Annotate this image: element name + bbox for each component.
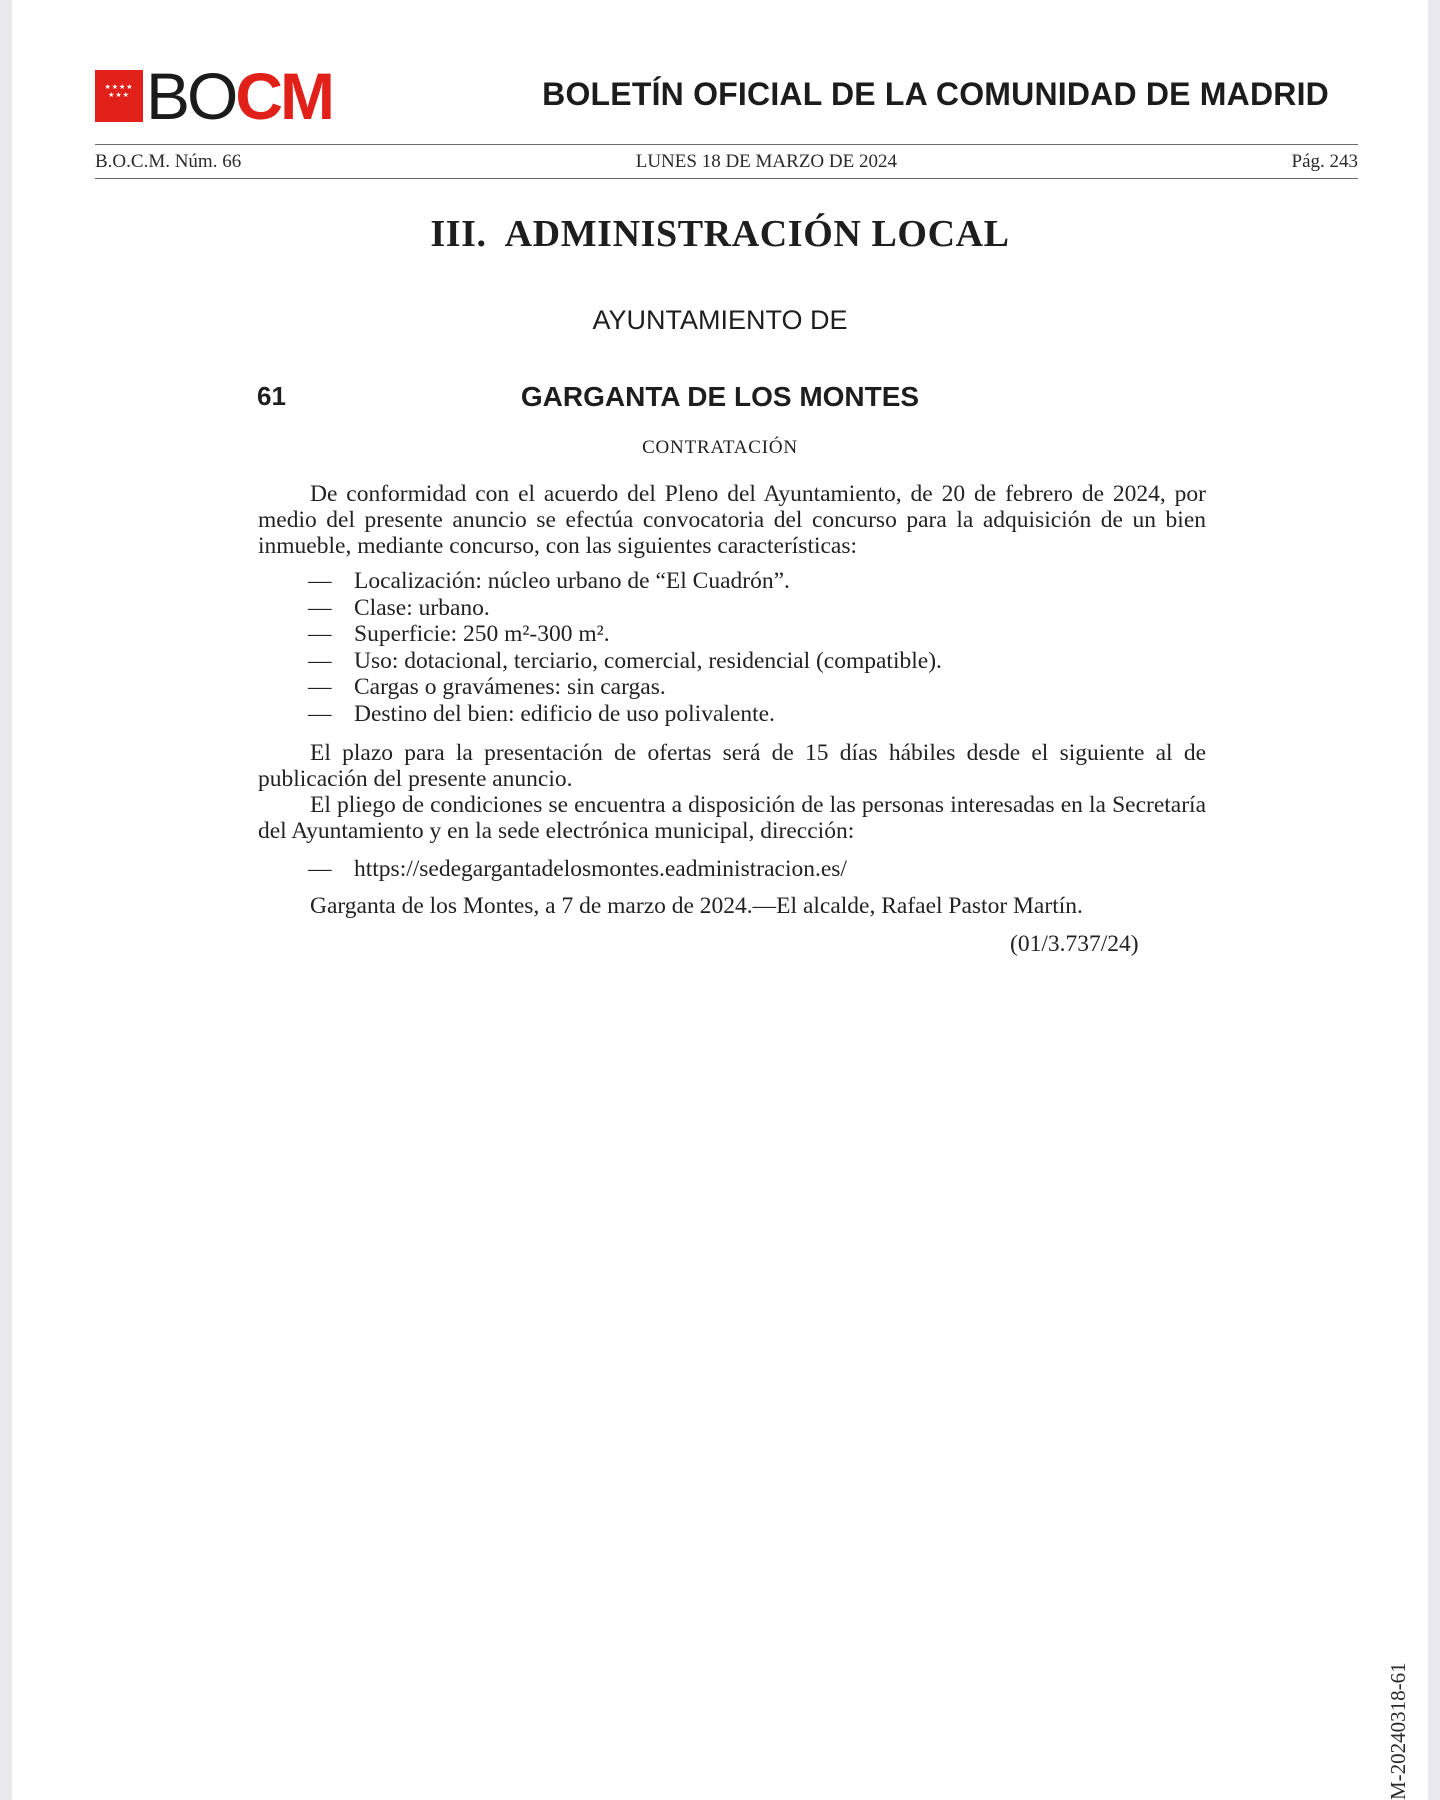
logo-text-cm: CM	[235, 59, 333, 133]
logo-text-bo: BO	[146, 59, 236, 133]
features-list	[258, 568, 1206, 727]
list-item: — Localización: núcleo urbano de “El Cuadrón”.	[308, 568, 790, 594]
bocm-logo	[95, 59, 333, 133]
signature-line: Garganta de los Montes, a 7 de marzo de 2024.—El alcalde, Rafael Pastor Martín.	[310, 893, 1083, 919]
entry-number: 61	[257, 381, 286, 411]
header-rule-top	[95, 144, 1358, 145]
intro-paragraph: De conformidad con el acuerdo del Pleno del Ayuntamiento, de 20 de febrero de 2024, por medio del presente anuncio se efectúa convocatoria del concurso para la adquisición de un bien inmueble, mediante concurso, con las siguientes características:	[258, 481, 1206, 559]
list-item: — Cargas o gravámenes: sin cargas.	[308, 674, 666, 700]
document-page	[12, 0, 1428, 1800]
announcement-subject: CONTRATACIÓN	[642, 437, 798, 458]
list-item: — https://sedegargantadelosmontes.eadministracion.es/	[308, 856, 847, 882]
conditions-paragraph: El pliego de condiciones se encuentra a disposición de las personas interesadas en la Secretaría del Ayuntamiento y en la sede electrónica municipal, dirección:	[258, 792, 1206, 844]
deadline-paragraph: El plazo para la presentación de ofertas será de 15 días hábiles desde el siguiente al de publicación del presente anuncio.	[258, 740, 1206, 792]
side-document-code: M-20240318-61	[1386, 1662, 1410, 1800]
deadline-and-conditions	[258, 740, 1206, 844]
municipality-name: GARGANTA DE LOS MONTES	[520, 381, 920, 412]
ayuntamiento-label: AYUNTAMIENTO DE	[592, 305, 848, 335]
gazette-title: BOLETÍN OFICIAL DE LA COMUNIDAD DE MADRID	[542, 76, 1329, 112]
reference-code: (01/3.737/24)	[1010, 931, 1139, 957]
header-rule-bottom	[95, 178, 1358, 179]
issue-date: LUNES 18 DE MARZO DE 2024	[635, 151, 897, 172]
list-item: — Superficie: 250 m²-300 m².	[308, 621, 610, 647]
links-list	[258, 856, 1206, 883]
page-number: Pág. 243	[1291, 151, 1358, 172]
list-item: — Clase: urbano.	[308, 594, 490, 621]
list-item: — Uso: dotacional, terciario, comercial, residencial (compatible).	[308, 647, 942, 674]
section-roman-numeral: III.	[430, 213, 487, 255]
issue-meta-row	[95, 151, 1358, 173]
issue-number: B.O.C.M. Núm. 66	[95, 151, 242, 172]
madrid-flag-icon: ★★★★ ★★★	[95, 70, 143, 122]
sede-electronica-link[interactable]: https://sedegargantadelosmontes.eadministracion.es/	[354, 856, 847, 882]
section-title	[12, 212, 1428, 256]
list-item: — Destino del bien: edificio de uso polivalente.	[308, 700, 775, 727]
section-title-text: ADMINISTRACIÓN LOCAL	[504, 213, 1010, 255]
